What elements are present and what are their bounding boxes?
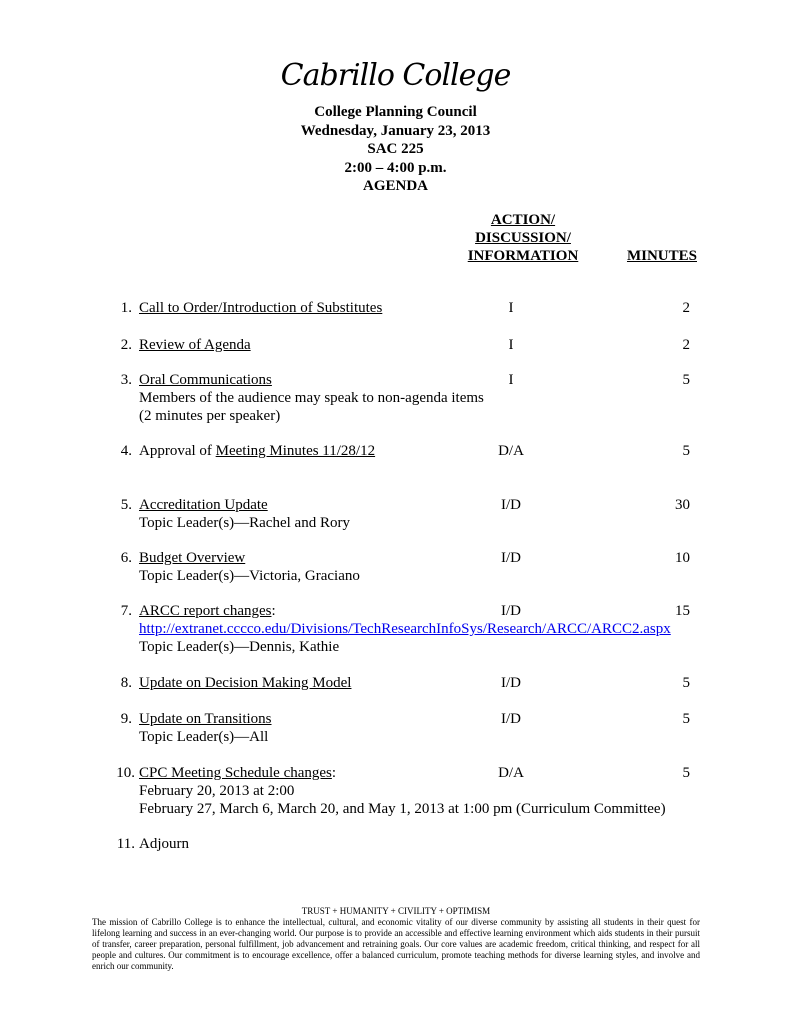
action-header-line: ACTION/ bbox=[490, 212, 556, 228]
item-action-code: I/D bbox=[501, 675, 521, 691]
item-detail: February 20, 2013 at 2:00 bbox=[139, 783, 295, 799]
college-logo: Cabrillo College bbox=[280, 58, 511, 93]
agenda-item bbox=[0, 371, 791, 425]
item-title: Budget Overview bbox=[139, 550, 246, 566]
item-action-code: D/A bbox=[498, 443, 524, 459]
item-title-line bbox=[139, 442, 375, 460]
item-minutes: 5 bbox=[682, 675, 690, 691]
item-title-line bbox=[139, 764, 336, 782]
agenda-header bbox=[0, 103, 791, 196]
agenda-item bbox=[0, 549, 791, 585]
item-detail: Topic Leader(s)—Dennis, Kathie bbox=[139, 639, 340, 655]
item-number: 6. bbox=[120, 550, 132, 566]
item-number: 8. bbox=[120, 675, 132, 691]
item-detail: February 27, March 6, March 20, and May 1, 2013 at 1:00 pm (Curriculum Committee) bbox=[139, 801, 666, 817]
item-minutes: 30 bbox=[675, 497, 690, 513]
item-action-code: I bbox=[508, 337, 514, 353]
action-header-line: DISCUSSION/ bbox=[475, 230, 571, 246]
meeting-time: 2:00 – 4:00 p.m. bbox=[344, 159, 447, 176]
item-title: Meeting Minutes 11/28/12 bbox=[215, 443, 376, 459]
item-number: 3. bbox=[120, 372, 132, 388]
agenda-item bbox=[0, 496, 791, 532]
item-minutes: 5 bbox=[682, 443, 690, 459]
item-detail: Members of the audience may speak to non-agenda items bbox=[139, 390, 484, 406]
item-title: ARCC report changes bbox=[139, 603, 272, 619]
item-minutes: 15 bbox=[675, 603, 690, 619]
item-action-code: I bbox=[508, 300, 514, 316]
item-minutes: 5 bbox=[682, 765, 690, 781]
item-detail: (2 minutes per speaker) bbox=[139, 408, 281, 424]
item-minutes: 5 bbox=[682, 711, 690, 727]
item-title-line bbox=[139, 602, 276, 620]
item-detail: Topic Leader(s)—Rachel and Rory bbox=[139, 515, 350, 531]
item-title: CPC Meeting Schedule changes bbox=[139, 765, 332, 781]
agenda-item bbox=[0, 710, 791, 746]
item-action-code: I/D bbox=[501, 550, 521, 566]
meeting-date: Wednesday, January 23, 2013 bbox=[300, 122, 491, 139]
item-prefix: Approval of bbox=[139, 443, 216, 459]
item-minutes: 2 bbox=[682, 337, 690, 353]
item-title: Update on Transitions bbox=[139, 711, 272, 727]
footer bbox=[92, 906, 700, 972]
arcc-report-link[interactable]: http://extranet.cccco.edu/Divisions/TechResearchInfoSys/Research/ARCC/ARCC2.aspx bbox=[139, 621, 671, 637]
agenda-item bbox=[0, 602, 791, 656]
item-number: 1. bbox=[120, 300, 132, 316]
item-number: 5. bbox=[120, 497, 132, 513]
mission-statement: The mission of Cabrillo College is to enhance the intellectual, cultural, and economic vitality of our diverse community by assisting all students in their quest for lifelong learning and success in an ever-changing world. Our purpose is to provide an accessible and effective learning environment which aids students in their pursuit of transfer, career preparation, personal fulfillment, job advancement and retraining goals. Our core values are academic freedom, critical thinking, and respect for all people and cultures. Our commitment is to encourage excellence, offer a balanced curriculum, promote teaching methods for diverse learning styles, and involve and enrich our community. bbox=[92, 917, 700, 971]
item-number: 2. bbox=[120, 337, 132, 353]
item-minutes: 5 bbox=[682, 372, 690, 388]
item-number: 10. bbox=[116, 765, 135, 781]
doc-type: AGENDA bbox=[362, 178, 428, 194]
action-column-header bbox=[451, 211, 595, 265]
minutes-column-header: MINUTES bbox=[626, 248, 697, 264]
item-minutes: 2 bbox=[682, 300, 690, 316]
item-number: 4. bbox=[120, 443, 132, 459]
item-action-code: I/D bbox=[501, 603, 521, 619]
item-title: Call to Order/Introduction of Substitutes bbox=[139, 300, 383, 316]
item-action-code: I bbox=[508, 372, 514, 388]
meeting-room: SAC 225 bbox=[367, 141, 424, 157]
footer-tagline: TRUST + HUMANITY + CIVILITY + OPTIMISM bbox=[301, 906, 491, 916]
item-action-code: I/D bbox=[501, 497, 521, 513]
agenda-item bbox=[0, 764, 791, 818]
item-suffix: : bbox=[271, 603, 276, 619]
item-minutes: 10 bbox=[675, 550, 690, 566]
item-title: Adjourn bbox=[139, 836, 189, 852]
item-title: Oral Communications bbox=[139, 372, 272, 388]
item-detail: Topic Leader(s)—Victoria, Graciano bbox=[139, 568, 360, 584]
item-action-code: I/D bbox=[501, 711, 521, 727]
item-title: Update on Decision Making Model bbox=[139, 675, 352, 691]
item-action-code: D/A bbox=[498, 765, 524, 781]
council-title: College Planning Council bbox=[314, 104, 477, 120]
action-header-line: INFORMATION bbox=[467, 248, 579, 264]
item-number: 11. bbox=[116, 836, 135, 852]
item-detail: Topic Leader(s)—All bbox=[139, 729, 269, 745]
item-suffix: : bbox=[331, 765, 337, 781]
item-title: Review of Agenda bbox=[139, 337, 251, 353]
item-title: Accreditation Update bbox=[139, 497, 268, 513]
item-number: 9. bbox=[120, 711, 132, 727]
item-number: 7. bbox=[120, 603, 132, 619]
